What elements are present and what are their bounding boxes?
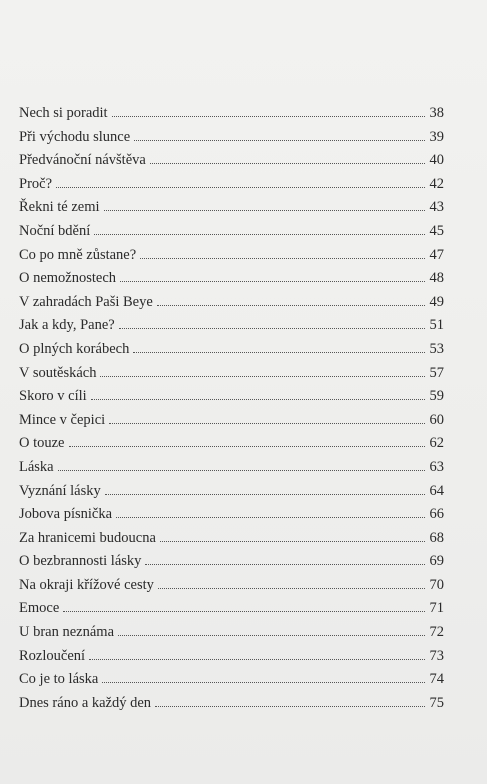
toc-entry-title: Mince v čepici	[19, 411, 106, 428]
toc-entry-page: 73	[429, 647, 444, 664]
toc-entry	[19, 597, 444, 621]
toc-entry-page: 51	[429, 317, 444, 334]
toc-entry-page: 48	[429, 270, 444, 287]
toc-entry-page: 63	[429, 458, 444, 475]
toc-entry	[19, 692, 444, 716]
toc-entry	[19, 574, 444, 598]
toc-entry-title: O nemožnostech	[19, 270, 117, 287]
toc-entry	[19, 550, 444, 574]
toc-entry-page: 38	[429, 105, 444, 121]
toc-entry-page: 47	[429, 246, 444, 263]
toc-entry-page: 42	[429, 175, 444, 192]
dot-leader	[158, 588, 425, 589]
toc-entry-title: Jak a kdy, Pane?	[19, 317, 115, 334]
toc-entry	[19, 480, 444, 504]
toc-entry-page: 70	[429, 576, 444, 593]
toc-entry-page: 43	[429, 199, 444, 216]
toc-entry-page: 69	[429, 553, 444, 570]
dot-leader	[105, 494, 425, 495]
toc-entry-page: 64	[429, 482, 444, 499]
toc-entry-title: Nech si poradit	[19, 105, 108, 121]
toc-entry-title: O plných korábech	[19, 340, 130, 357]
toc-entry	[19, 267, 444, 291]
toc-entry-title: Co po mně zůstane?	[19, 246, 137, 263]
toc-entry	[19, 409, 444, 433]
toc-entry	[19, 668, 444, 692]
toc-entry	[19, 126, 444, 150]
toc-entry-page: 68	[429, 529, 444, 546]
dot-leader	[89, 659, 424, 660]
toc-entry	[19, 645, 444, 669]
toc-entry-title: Na okraji křížové cesty	[19, 576, 154, 593]
toc-entry-title: Rozloučení	[19, 647, 86, 664]
table-of-contents	[19, 102, 444, 715]
toc-entry	[19, 621, 444, 645]
toc-entry-title: V zahradách Paši Beye	[19, 293, 153, 310]
toc-entry	[19, 338, 444, 362]
toc-entry	[19, 149, 444, 173]
toc-entry-title: Láska	[19, 458, 54, 475]
toc-entry	[19, 314, 444, 338]
dot-leader	[58, 470, 425, 471]
toc-entry	[19, 244, 444, 268]
toc-entry-title: V soutěskách	[19, 364, 97, 381]
dot-leader	[91, 399, 425, 400]
dot-leader	[109, 423, 424, 424]
toc-entry-page: 75	[429, 694, 444, 711]
dot-leader	[133, 352, 424, 353]
toc-entry	[19, 432, 444, 456]
toc-entry	[19, 527, 444, 551]
toc-entry	[19, 220, 444, 244]
toc-entry	[19, 173, 444, 197]
dot-leader	[116, 517, 424, 518]
dot-leader	[160, 541, 425, 542]
toc-entry-page: 62	[429, 435, 444, 452]
toc-entry-title: Řekni té zemi	[19, 199, 100, 216]
toc-entry	[19, 196, 444, 220]
dot-leader	[56, 187, 424, 188]
dot-leader	[112, 116, 425, 117]
dot-leader	[120, 281, 424, 282]
toc-entry-title: Skoro v cíli	[19, 388, 87, 405]
toc-entry-title: Vyznání lásky	[19, 482, 101, 499]
toc-entry-page: 60	[429, 411, 444, 428]
toc-entry	[19, 102, 444, 126]
toc-entry-title: Noční bdění	[19, 222, 91, 239]
dot-leader	[104, 210, 425, 211]
toc-entry-title: Za hranicemi budoucna	[19, 529, 156, 546]
toc-entry-title: U bran neznáma	[19, 624, 115, 641]
toc-entry-page: 74	[429, 671, 444, 688]
toc-entry	[19, 362, 444, 386]
dot-leader	[119, 328, 425, 329]
toc-entry	[19, 456, 444, 480]
toc-entry-page: 71	[429, 600, 444, 617]
toc-entry	[19, 385, 444, 409]
toc-entry-page: 39	[429, 128, 444, 145]
dot-leader	[157, 305, 425, 306]
toc-entry-title: Dnes ráno a každý den	[19, 694, 152, 711]
toc-entry-page: 59	[429, 388, 444, 405]
toc-entry-title: Emoce	[19, 600, 60, 617]
toc-entry-page: 40	[429, 152, 444, 169]
dot-leader	[145, 564, 424, 565]
toc-entry-title: O touze	[19, 435, 65, 452]
toc-entry-title: Proč?	[19, 175, 53, 192]
toc-entry-page: 45	[429, 222, 444, 239]
toc-entry-title: O bezbrannosti lásky	[19, 553, 142, 570]
toc-entry	[19, 503, 444, 527]
dot-leader	[155, 706, 424, 707]
toc-entry-title: Co je to láska	[19, 671, 99, 688]
dot-leader	[94, 234, 424, 235]
dot-leader	[100, 376, 424, 377]
dot-leader	[118, 635, 424, 636]
toc-entry-page: 53	[429, 340, 444, 357]
dot-leader	[102, 682, 424, 683]
toc-entry-page: 72	[429, 624, 444, 641]
dot-leader	[150, 163, 425, 164]
toc-entry-title: Při východu slunce	[19, 128, 131, 145]
toc-entry	[19, 291, 444, 315]
toc-entry-page: 57	[429, 364, 444, 381]
dot-leader	[134, 140, 424, 141]
toc-entry-page: 49	[429, 293, 444, 310]
dot-leader	[63, 611, 424, 612]
toc-entry-page: 66	[429, 506, 444, 523]
dot-leader	[140, 258, 424, 259]
dot-leader	[69, 446, 425, 447]
toc-entry-title: Předvánoční návštěva	[19, 152, 146, 169]
toc-entry-title: Jobova písnička	[19, 506, 113, 523]
